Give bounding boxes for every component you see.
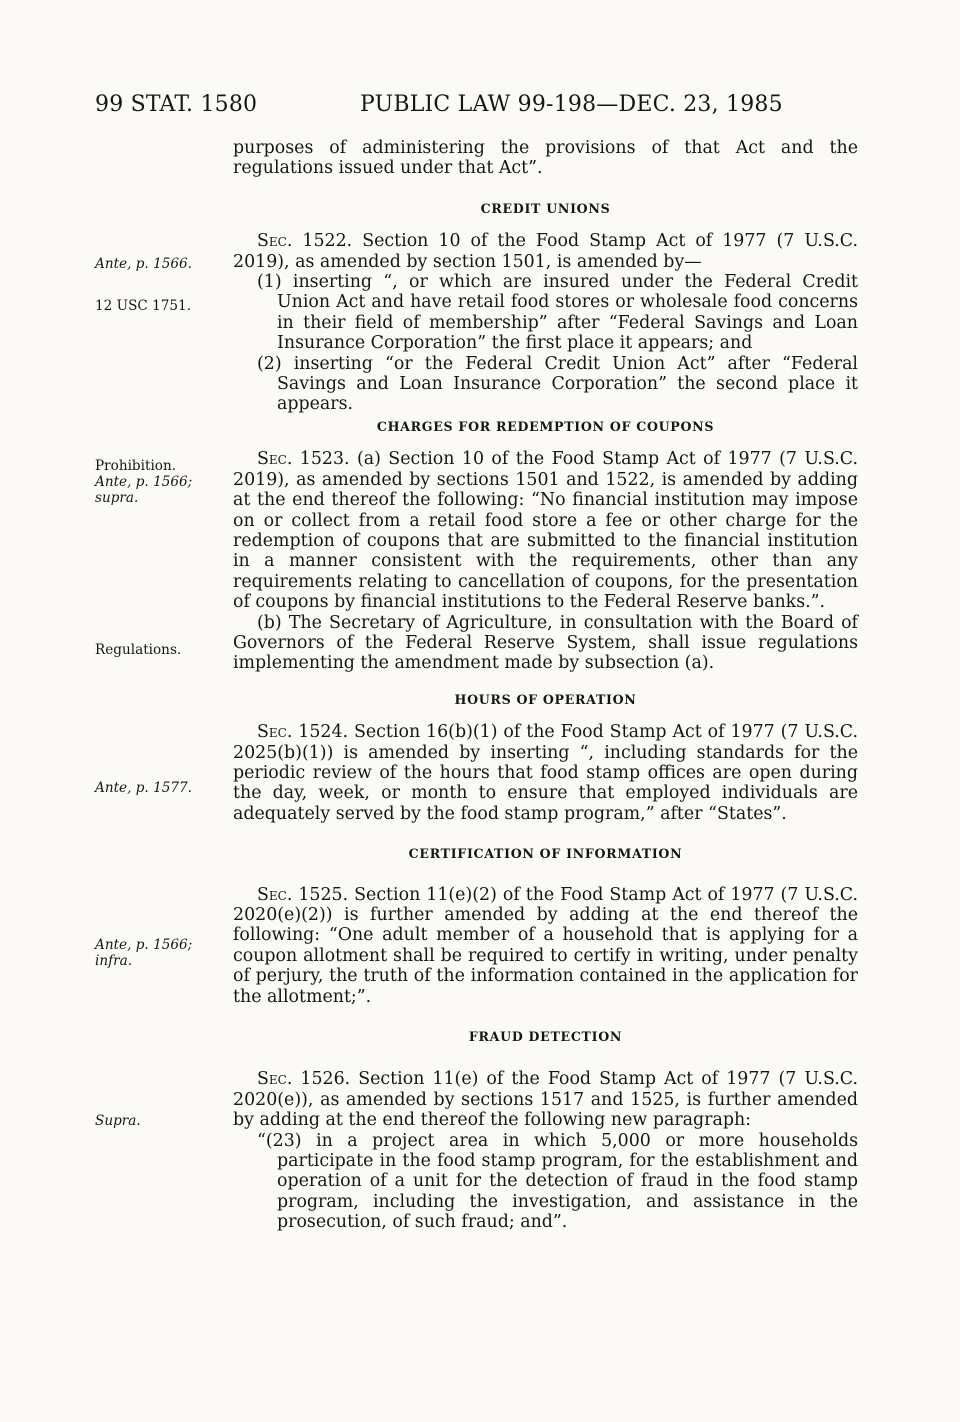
intro-paragraph: purposes of administering the provisions of that Act and the regulations issued under that Act”. [233, 138, 858, 179]
margin-ante-1566-infra: Ante, p. 1566; infra. [95, 937, 193, 969]
sec-1526-quoted-paragraph: “(23) in a project area in which 5,000 or more households participate in the food stamp program, for the establishment and operation of a unit for the detection of fraud in the food stamp program, including the investigation, and assistance in the prosecution, of such fraud; and”. [257, 1130, 858, 1233]
heading-credit-unions: CREDIT UNIONS [480, 200, 611, 216]
heading-hours-operation: HOURS OF OPERATION [454, 691, 637, 707]
sec-1523-a: Sec. 1523. (a) Section 10 of the Food Stamp Act of 1977 (7 U.S.C. 2019), as amended by sections 1501 and 1522, is amended by adding at the end thereof the following: “No financial institution may impose on or collect from a retail food store a fee or other charge for the redemption of coupons that are submitted to the financial institution in a manner consistent with the requirements, other than any requirements relating to cancellation of coupons, for the presentation of coupons by financial institutions to the Federal Reserve banks.”. [233, 449, 858, 613]
sec-1522-item-2: (2) inserting “or the Federal Credit Union Act” after “Federal Savings and Loan Insurance Corporation” the second place it appears. [257, 353, 858, 415]
page-title: PUBLIC LAW 99-198—DEC. 23, 1985 [360, 92, 783, 117]
margin-ante-1566-a: Ante, p. 1566. [95, 256, 192, 272]
main-text [233, 138, 858, 1233]
margin-regulations: Regulations. [95, 642, 182, 658]
heading-certification: CERTIFICATION OF INFORMATION [408, 846, 683, 862]
margin-12usc: 12 USC 1751. [95, 298, 192, 314]
sec-1523-b: (b) The Secretary of Agriculture, in consultation with the Board of Governors of the Federal Reserve System, shall issue regulations implementing the amendment made by subsection (a). [233, 612, 858, 674]
sec-1522-item-1: (1) inserting “, or which are insured under the Federal Credit Union Act and have retail food stores or wholesale food concerns in their field of membership” after “Federal Savings and Loan Insurance Corporation” the first place it appears; and [257, 272, 858, 354]
margin-prohibition: Prohibition. Ante, p. 1566; supra. [95, 458, 193, 506]
margin-supra: Supra. [95, 1113, 141, 1129]
sec-1524: Sec. 1524. Section 16(b)(1) of the Food Stamp Act of 1977 (7 U.S.C. 2025(b)(1)) is amended by inserting “, including standards for the periodic review of the hours that food stamp offices are open during the day, week, or month to ensure that employed individuals are adequately served by the food stamp program,” after “States”. [233, 722, 858, 824]
sec-1526: Sec. 1526. Section 11(e) of the Food Stamp Act of 1977 (7 U.S.C. 2020(e)), as amended by sections 1517 and 1525, is further amended by adding at the end thereof the following new paragraph: [233, 1069, 858, 1131]
heading-fraud-detection: FRAUD DETECTION [468, 1029, 623, 1045]
heading-charges-redemption: CHARGES FOR REDEMPTION OF COUPONS [376, 418, 715, 434]
margin-ante-1577: Ante, p. 1577. [95, 780, 192, 796]
sec-1525: Sec. 1525. Section 11(e)(2) of the Food Stamp Act of 1977 (7 U.S.C. 2020(e)(2)) is further amended by adding at the end thereof the following: “One adult member of a household that is applying for a coupon allotment shall be required to certify in writing, under penalty of perjury, the truth of the information contained in the application for the allotment;”. [233, 884, 858, 1007]
page-reference: 99 STAT. 1580 [95, 92, 258, 117]
sec-1522: Sec. 1522. Section 10 of the Food Stamp Act of 1977 (7 U.S.C. 2019), as amended by section 1501, is amended by— [233, 231, 858, 272]
